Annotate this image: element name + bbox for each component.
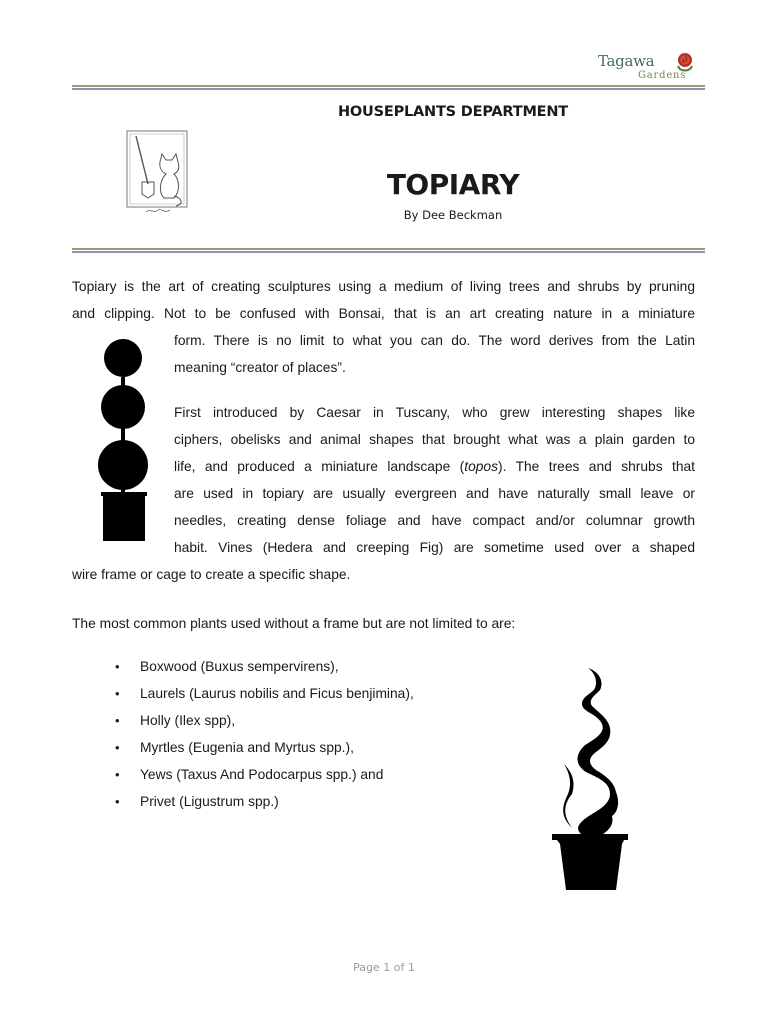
paragraph-1-line-1: Topiary is the art of creating sculptures using a medium of living trees and shrubs by pruning <box>72 279 695 294</box>
plant-list-intro: The most common plants used without a frame but are not limited to are: <box>72 616 516 631</box>
list-item: • Laurels (Laurus nobilis and Ficus benjimina), <box>112 680 414 707</box>
rose-icon <box>674 50 696 72</box>
list-item: • Boxwood (Buxus sempervirens), <box>112 653 414 680</box>
paragraph-1-line-3: form. There is no limit to what you can do. The word derives from the Latin <box>174 333 695 348</box>
page-title: TOPIARY <box>386 168 520 201</box>
logo-name: Tagawa <box>598 52 655 70</box>
tagawa-gardens-logo <box>594 46 704 88</box>
paragraph-2-line-3-before: life, and produced a miniature landscape ( <box>174 459 465 474</box>
paragraph-2-line-3-after: ). The trees and shrubs that <box>498 459 696 474</box>
cat-with-shovel-sketch <box>124 128 194 216</box>
logo-sub: Gardens <box>638 70 687 81</box>
paragraph-2-line-1: First introduced by Caesar in Tuscany, who grew interesting shapes like <box>174 405 695 420</box>
list-item: • Privet (Ligustrum spp.) <box>112 788 414 815</box>
top-divider <box>72 85 705 90</box>
paragraph-2-line-6: habit. Vines (Hedera and creeping Fig) are sometime used over a shaped <box>174 540 695 555</box>
header-divider <box>72 248 705 253</box>
spiral-topiary-silhouette <box>548 664 632 896</box>
paragraph-2-line-7: wire frame or cage to create a specific shape. <box>72 567 351 582</box>
department-heading: HOUSEPLANTS DEPARTMENT <box>337 104 568 120</box>
paragraph-2-line-4: are used in topiary are usually evergreen and have naturally small leave or <box>174 486 695 501</box>
topos-italic: topos <box>464 459 499 474</box>
plant-list <box>112 653 414 815</box>
paragraph-1-line-2: and clipping. Not to be confused with Bonsai, that is an art creating nature in a miniature <box>72 306 695 321</box>
paragraph-2-line-2: ciphers, obelisks and animal shapes that brought what was a plain garden to <box>174 432 695 447</box>
paragraph-2-line-3 <box>174 453 695 480</box>
page-footer: Page 1 of 1 <box>353 961 415 974</box>
list-item: • Holly (Ilex spp), <box>112 707 414 734</box>
list-item: • Yews (Taxus And Podocarpus spp.) and <box>112 761 414 788</box>
paragraph-1-line-4: meaning “creator of places”. <box>174 360 346 375</box>
ball-topiary-silhouette <box>98 337 150 543</box>
list-item: • Myrtles (Eugenia and Myrtus spp.), <box>112 734 414 761</box>
byline: By Dee Beckman <box>403 208 503 222</box>
paragraph-2-line-5: needles, creating dense foliage and have compact and/or columnar growth <box>174 513 695 528</box>
